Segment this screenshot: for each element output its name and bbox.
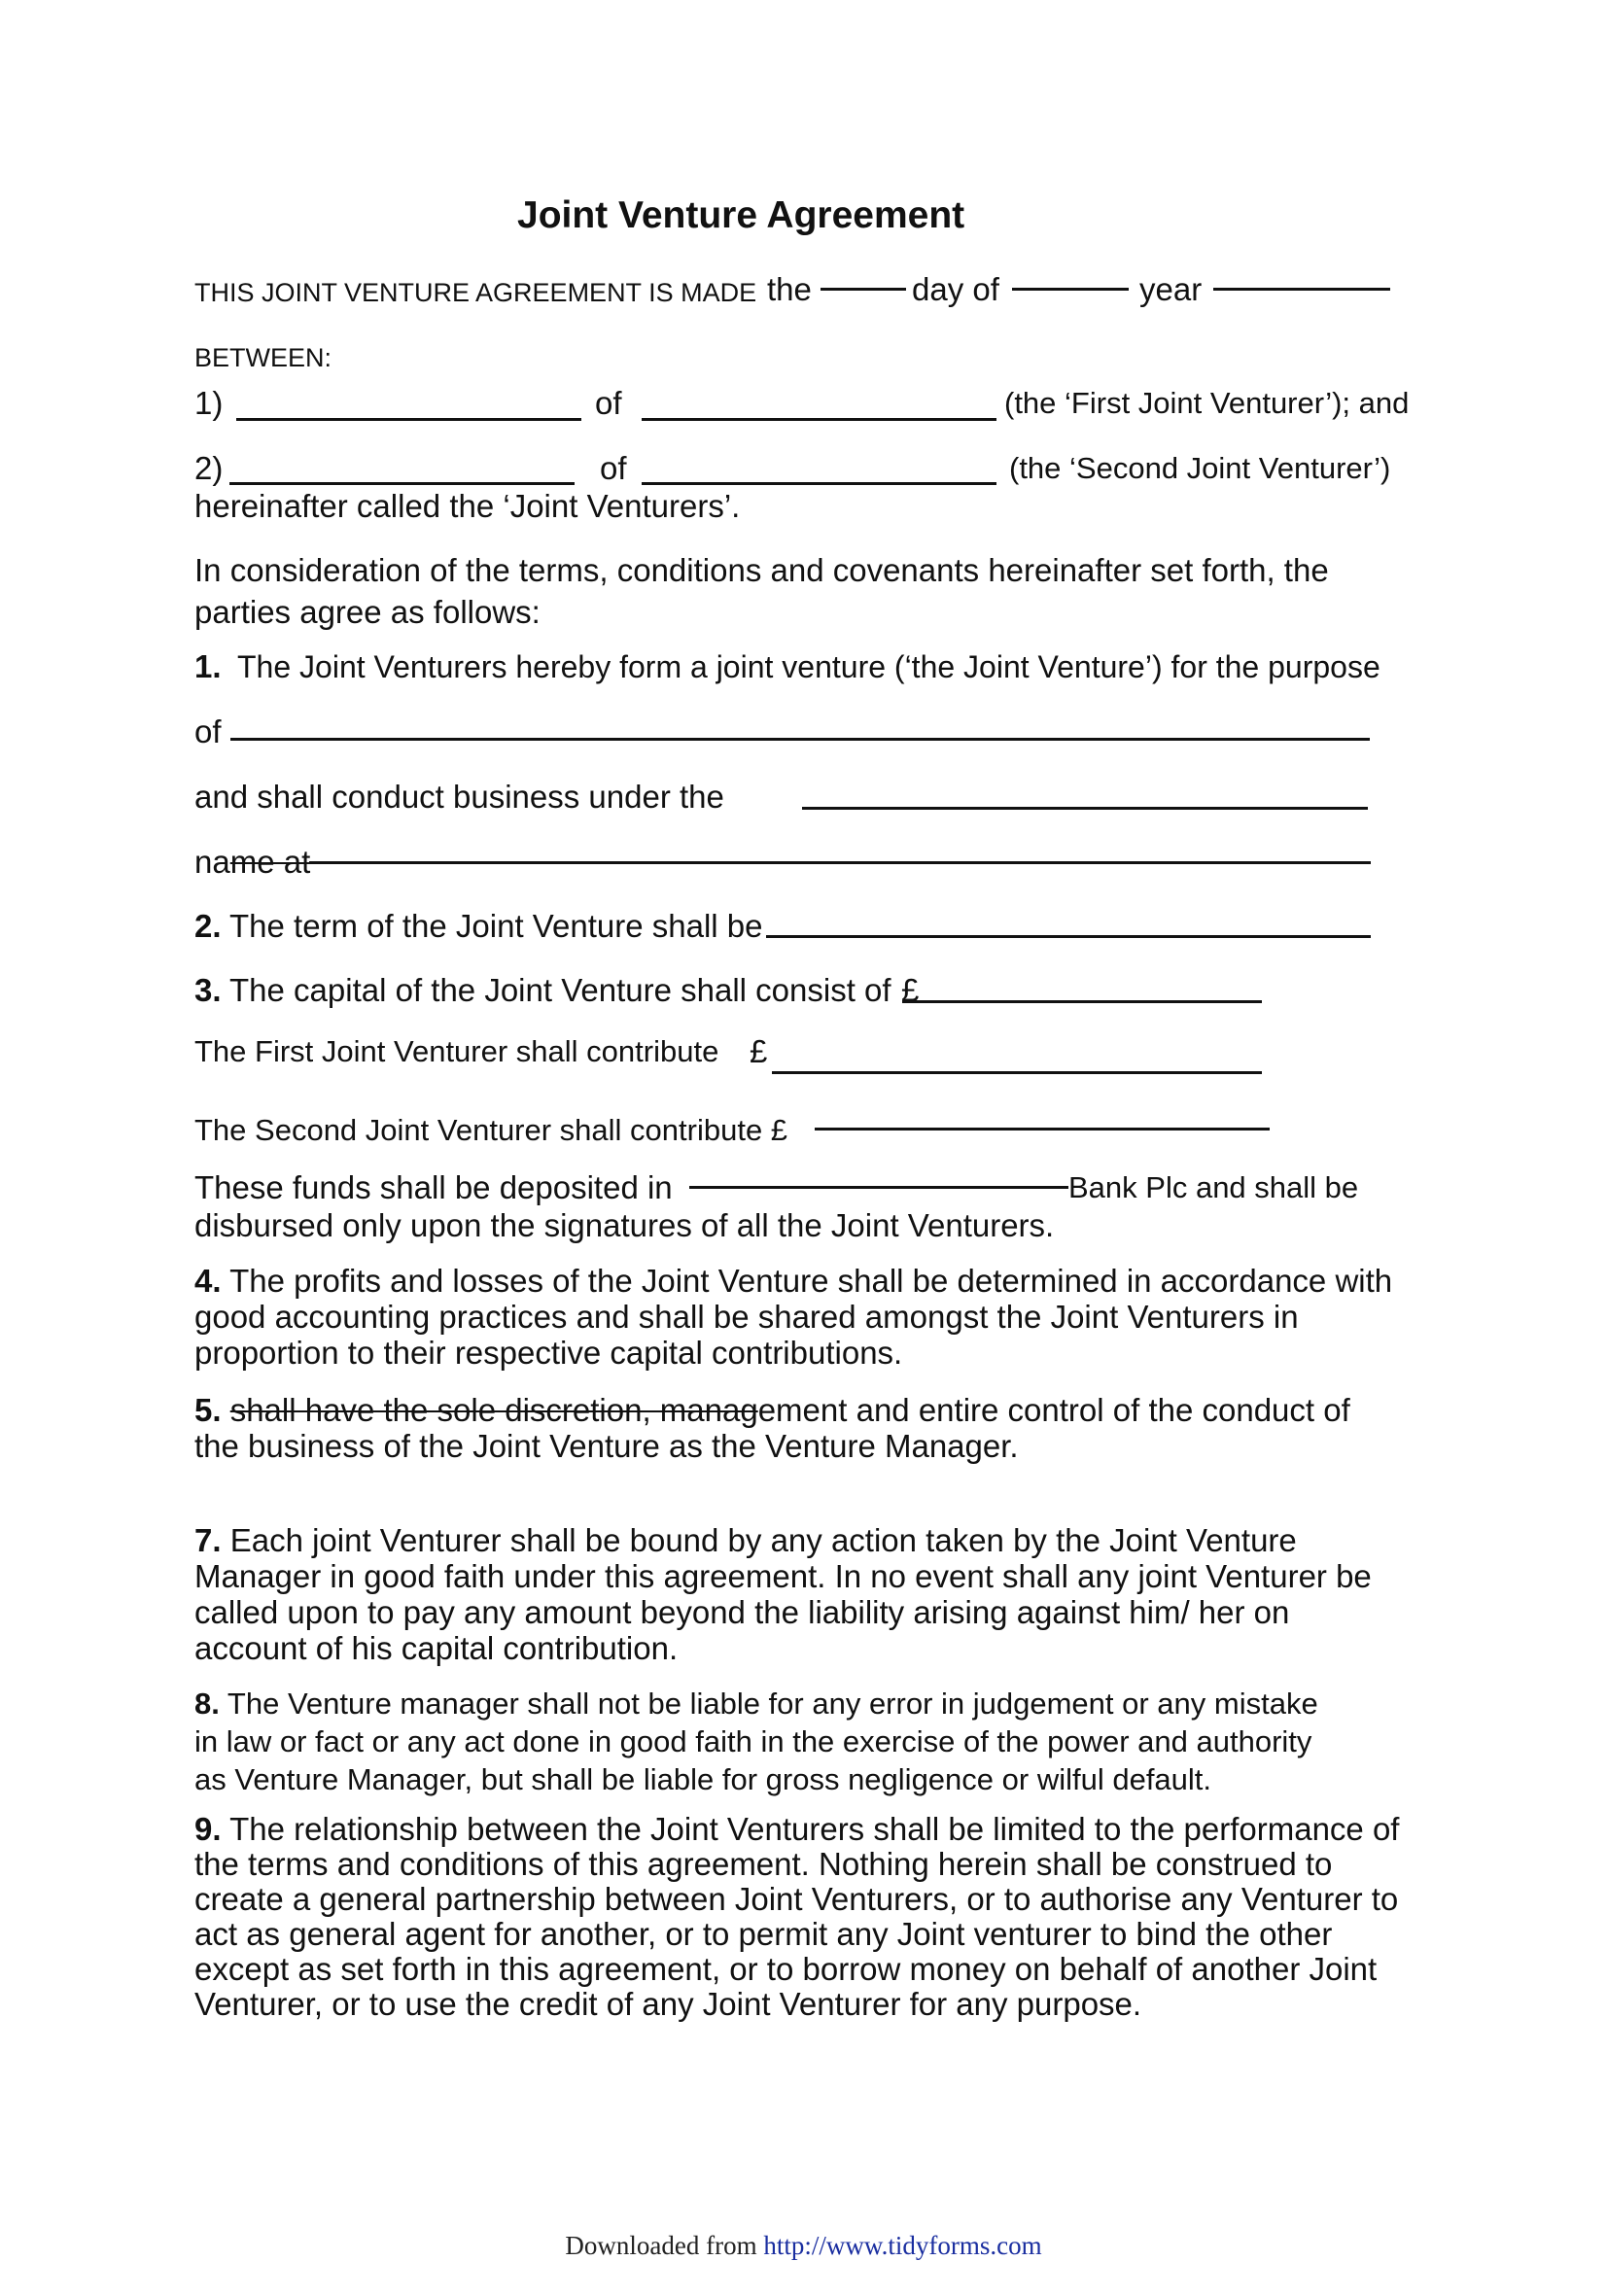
document-title: Joint Venture Agreement	[517, 194, 965, 236]
clause3-number: 3.	[194, 972, 222, 1008]
clause8-line-3: as Venture Manager, but shall be liable for gross negligence or wilful default.	[194, 1762, 1212, 1796]
clause9-line-3: create a general partnership between Joint Venturers, or to authorise any Venturer to	[194, 1881, 1399, 1917]
party2-of: of	[600, 450, 627, 486]
clause8	[194, 1685, 1419, 1798]
deposit-text-3: disbursed only upon the signatures of all the Joint Venturers.	[194, 1207, 1055, 1243]
clause1-name-label	[194, 843, 310, 882]
clause9-number: 9.	[194, 1811, 222, 1847]
name-label-part1: na	[194, 844, 230, 880]
consideration-line-1: In consideration of the terms, conditions and covenants hereinafter set forth, the	[194, 552, 1329, 588]
clause2-text: The term of the Joint Venture shall be	[229, 908, 763, 944]
clause3-text: The capital of the Joint Venture shall consist of	[229, 972, 891, 1008]
second-contrib-blank[interactable]	[815, 1128, 1270, 1131]
clause8-line-1: The Venture manager shall not be liable for any error in judgement or any mistake	[227, 1687, 1318, 1721]
business-name-blank[interactable]	[802, 807, 1368, 810]
clause4	[194, 1263, 1419, 1371]
second-contrib-label: The Second Joint Venturer shall contribute £	[194, 1113, 788, 1147]
purpose-blank[interactable]	[230, 738, 1370, 741]
consideration-line-2: parties agree as follows:	[194, 594, 541, 630]
clause8-number: 8.	[194, 1687, 220, 1721]
party1-address-blank[interactable]	[642, 418, 996, 421]
deposit-text-2: Bank Plc and shall be	[1068, 1170, 1359, 1204]
clause7-line-2: Manager in good faith under this agreement. In no event shall any joint Venturer be	[194, 1558, 1372, 1594]
intro-the: the	[767, 271, 812, 307]
party1-name-blank[interactable]	[236, 418, 581, 421]
clause7	[194, 1522, 1419, 1666]
footer-link[interactable]: http://www.tidyforms.com	[763, 2231, 1042, 2260]
bank-name-blank[interactable]	[689, 1186, 1068, 1189]
first-contrib-blank[interactable]	[772, 1071, 1262, 1074]
party1-of: of	[595, 385, 622, 421]
business-address-blank[interactable]	[309, 861, 1371, 864]
clause7-line-4: account of his capital contribution.	[194, 1630, 679, 1666]
party1-number: 1)	[194, 385, 224, 421]
clause9-line-2: the terms and conditions of this agreement. Nothing herein shall be construed to	[194, 1846, 1333, 1882]
clause7-number: 7.	[194, 1522, 222, 1558]
clause3-pound: £	[901, 972, 920, 1008]
deposit-text-1: These funds shall be deposited in	[194, 1169, 673, 1205]
name-label-part2: me at	[229, 844, 311, 880]
clause5-text: ement and entire control of the conduct of	[757, 1392, 1350, 1428]
footer-prefix: Downloaded from	[565, 2231, 757, 2260]
term-blank[interactable]	[766, 935, 1371, 938]
clause2-number: 2.	[194, 908, 222, 944]
between-label: BETWEEN:	[194, 343, 332, 372]
clause8-line-2: in law or fact or any act done in good faith in the exercise of the power and authority	[194, 1724, 1312, 1758]
clause1-business-label: and shall conduct business under the	[194, 779, 724, 815]
party2-address-blank[interactable]	[642, 482, 996, 485]
party2-number: 2)	[194, 450, 224, 486]
party2-role: (the ‘Second Joint Venturer’)	[1009, 451, 1391, 485]
clause9-line-5: except as set forth in this agreement, or to borrow money on behalf of another Joint	[194, 1951, 1378, 1987]
clause9-line-1: The relationship between the Joint Venturers shall be limited to the performance of	[229, 1811, 1400, 1847]
clause9	[194, 1812, 1419, 2022]
first-contrib-label: The First Joint Venturer shall contribute	[194, 1034, 719, 1068]
clause4-line-3: proportion to their respective capital contributions.	[194, 1335, 903, 1371]
clause5-number: 5.	[194, 1392, 222, 1428]
party1-role: (the ‘First Joint Venturer’); and	[1004, 386, 1410, 420]
clause5-line-2: the business of the Joint Venture as the Venture Manager.	[194, 1428, 1019, 1464]
hereinafter-text: hereinafter called the ‘Joint Venturers’.	[194, 488, 741, 524]
clause4-line-2: good accounting practices and shall be shared amongst the Joint Venturers in	[194, 1299, 1299, 1335]
clause4-number: 4.	[194, 1263, 222, 1299]
clause4-line-1: The profits and losses of the Joint Venture shall be determined in accordance with	[229, 1263, 1393, 1299]
capital-blank[interactable]	[902, 1000, 1262, 1003]
clause5	[194, 1392, 1419, 1464]
footer	[0, 2231, 1607, 2261]
clause1-of-label: of	[194, 713, 222, 749]
clause5-struck-text: shall have the sole discretion, manag	[229, 1392, 758, 1428]
first-contrib-pound: £	[750, 1033, 768, 1069]
clause9-line-4: act as general agent for another, or to permit any Joint venturer to bind the other	[194, 1916, 1333, 1952]
clause1-number: 1.	[194, 648, 222, 684]
party2-name-blank[interactable]	[229, 482, 575, 485]
month-blank[interactable]	[1012, 288, 1129, 291]
clause7-line-1: Each joint Venturer shall be bound by any action taken by the Joint Venture	[229, 1522, 1297, 1558]
clause7-line-3: called upon to pay any amount beyond the liability arising against him/ her on	[194, 1594, 1290, 1630]
intro-year: year	[1139, 271, 1203, 307]
year-blank[interactable]	[1213, 288, 1390, 291]
intro-day-of: day of	[912, 271, 999, 307]
intro-caps-text: THIS JOINT VENTURE AGREEMENT IS MADE	[194, 278, 757, 307]
clause1-text: The Joint Venturers hereby form a joint venture (‘the Joint Venture’) for the purpose	[237, 649, 1380, 684]
day-blank[interactable]	[821, 288, 906, 291]
clause9-line-6: Venturer, or to use the credit of any Joint Venturer for any purpose.	[194, 1986, 1142, 2022]
